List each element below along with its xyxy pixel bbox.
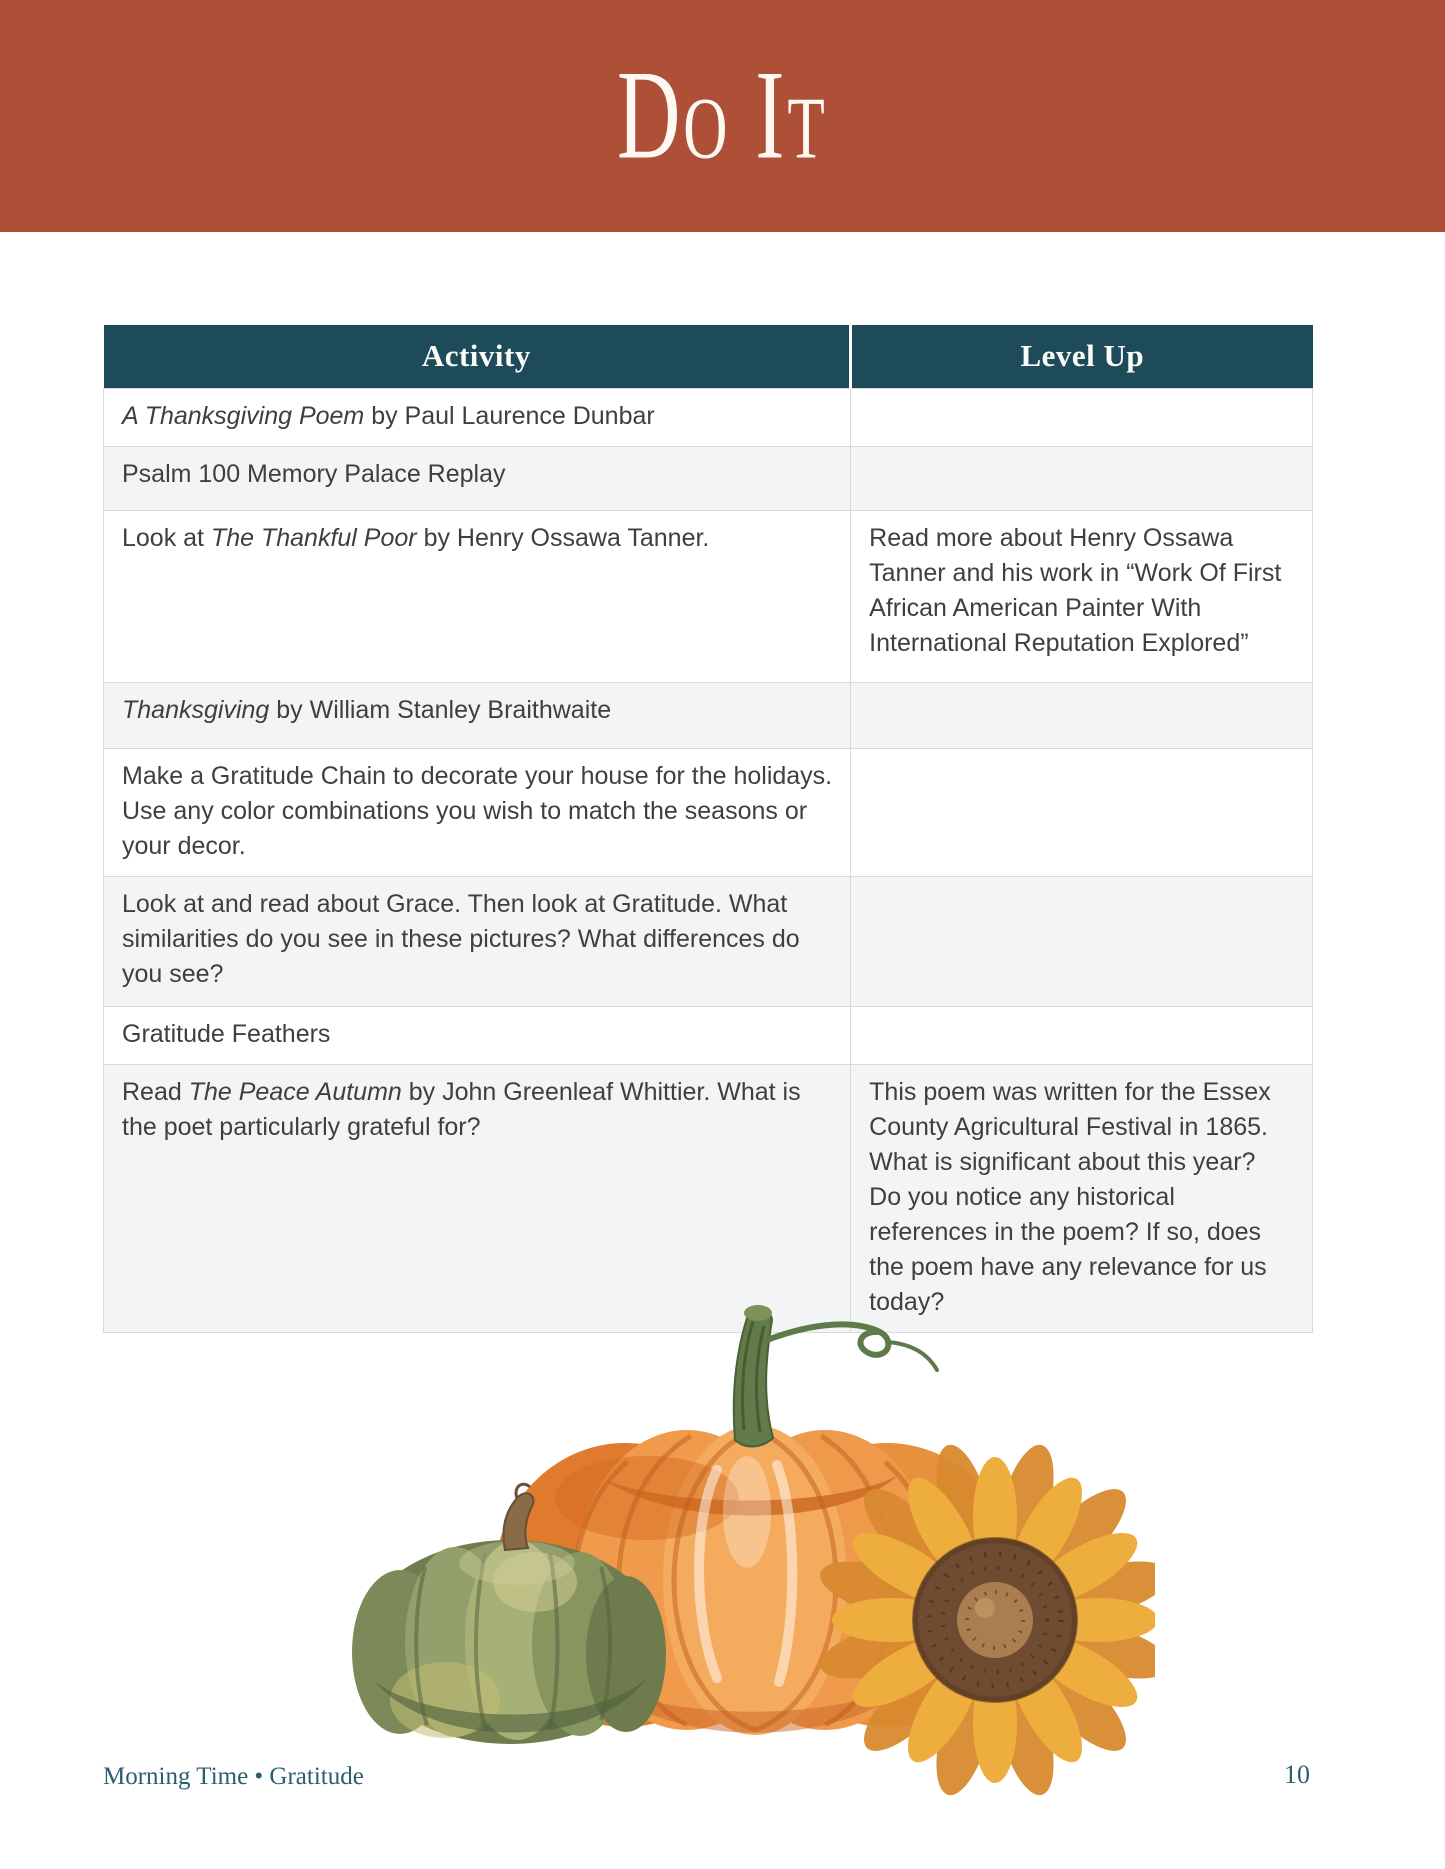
footer-breadcrumb: Morning Time • Gratitude — [103, 1763, 364, 1790]
header-row — [104, 325, 1313, 388]
level-up-cell — [851, 682, 1313, 748]
activity-cell: Gratitude Feathers — [104, 1006, 851, 1064]
table-row — [104, 446, 1313, 510]
table-row — [104, 876, 1313, 1006]
table-row — [104, 1006, 1313, 1064]
level-up-cell — [851, 876, 1313, 1006]
table-row — [104, 682, 1313, 748]
table-row — [104, 510, 1313, 682]
column-header-level-up: Level Up — [851, 325, 1313, 388]
page-title: Do It — [617, 45, 828, 186]
level-up-cell: Read more about Henry Ossawa Tanner and his work in “Work Of First African American Painter With International Reputation Explored” — [851, 510, 1313, 682]
activity-cell: Make a Gratitude Chain to decorate your house for the holidays. Use any color combinations you wish to match the seasons or your decor. — [104, 748, 851, 876]
activity-cell: Look at The Thankful Poor by Henry Ossawa Tanner. — [104, 510, 851, 682]
page-number: 10 — [1284, 1760, 1310, 1789]
activity-table-header — [104, 325, 1313, 388]
activity-cell: Psalm 100 Memory Palace Replay — [104, 446, 851, 510]
level-up-cell: This poem was written for the Essex County Agricultural Festival in 1865. What is significant about this year? Do you notice any historical references in the poem? If so, does the poem have any relevance for us today? — [851, 1064, 1313, 1332]
level-up-cell — [851, 388, 1313, 446]
pumpkins-illustration — [295, 1280, 1155, 1810]
level-up-cell — [851, 446, 1313, 510]
table-row — [104, 748, 1313, 876]
table-row — [104, 388, 1313, 446]
activity-cell: Read The Peace Autumn by John Greenleaf Whittier. What is the poet particularly grateful for? — [104, 1064, 851, 1332]
level-up-cell — [851, 748, 1313, 876]
page-header-banner — [0, 0, 1445, 232]
activity-table-body — [104, 388, 1313, 1332]
activity-cell: Thanksgiving by William Stanley Braithwaite — [104, 682, 851, 748]
level-up-cell — [851, 1006, 1313, 1064]
activity-cell: A Thanksgiving Poem by Paul Laurence Dunbar — [104, 388, 851, 446]
column-header-activity: Activity — [104, 325, 851, 388]
activity-cell: Look at and read about Grace. Then look at Gratitude. What similarities do you see in these pictures? What differences do you see? — [104, 876, 851, 1006]
activity-table — [103, 325, 1313, 1333]
